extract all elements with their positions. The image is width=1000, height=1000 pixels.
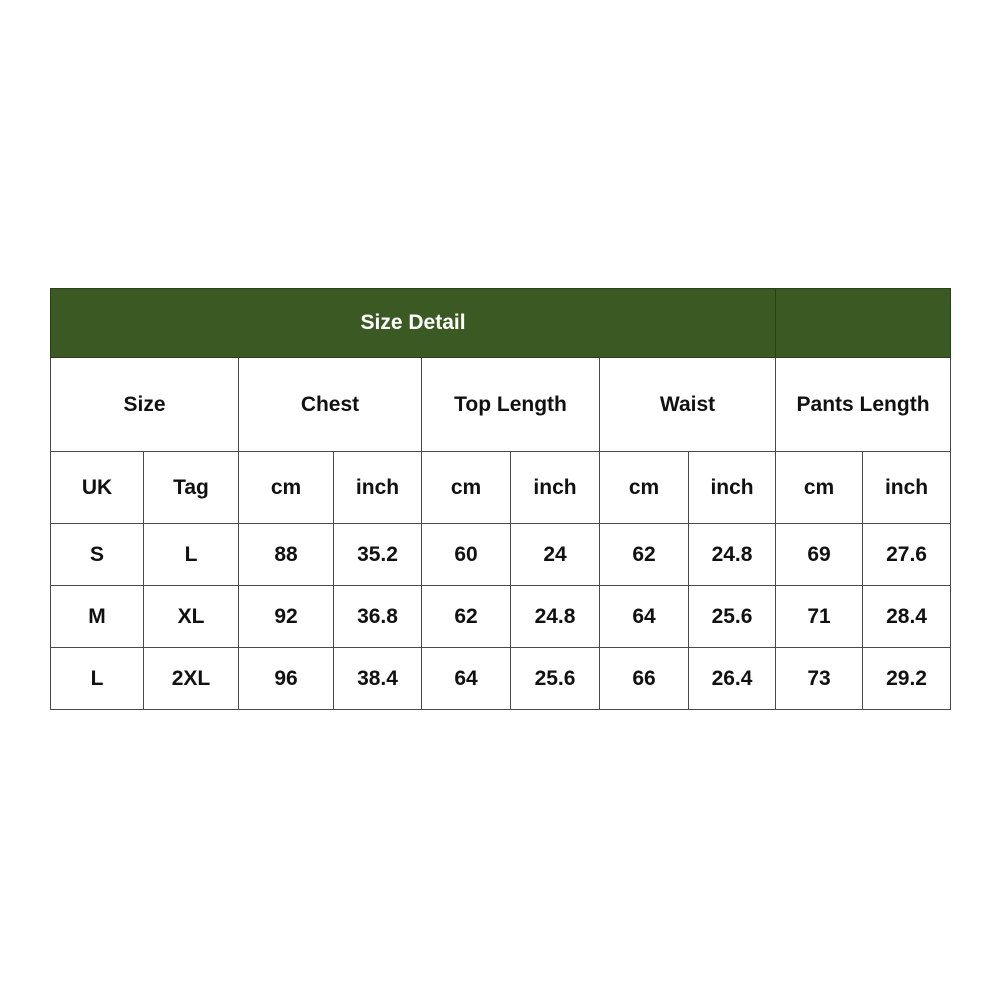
cell-top-length-cm: 64	[422, 648, 511, 710]
cell-waist-cm: 66	[600, 648, 689, 710]
group-header-size: Size	[51, 358, 239, 452]
subheader-chest-cm: cm	[239, 452, 334, 524]
subheader-waist-inch: inch	[689, 452, 776, 524]
group-header-top-length: Top Length	[422, 358, 600, 452]
cell-top-length-cm: 62	[422, 586, 511, 648]
group-header-chest: Chest	[239, 358, 422, 452]
cell-chest-cm: 88	[239, 524, 334, 586]
cell-chest-cm: 92	[239, 586, 334, 648]
cell-top-length-inch: 24	[511, 524, 600, 586]
table-title-row	[51, 289, 951, 358]
cell-uk: S	[51, 524, 144, 586]
table-title: Size Detail	[51, 289, 776, 358]
cell-chest-inch: 38.4	[334, 648, 422, 710]
title-spacer-cell	[776, 289, 951, 358]
cell-top-length-cm: 60	[422, 524, 511, 586]
cell-waist-inch: 25.6	[689, 586, 776, 648]
subheader-waist-cm: cm	[600, 452, 689, 524]
cell-top-length-inch: 24.8	[511, 586, 600, 648]
size-detail-table	[50, 288, 951, 710]
group-header-row	[51, 358, 951, 452]
cell-top-length-inch: 25.6	[511, 648, 600, 710]
cell-waist-inch: 26.4	[689, 648, 776, 710]
cell-uk: M	[51, 586, 144, 648]
cell-pants-length-inch: 27.6	[863, 524, 951, 586]
subheader-pants-length-inch: inch	[863, 452, 951, 524]
table-row	[51, 648, 951, 710]
cell-tag: L	[144, 524, 239, 586]
cell-waist-cm: 64	[600, 586, 689, 648]
subheader-top-length-cm: cm	[422, 452, 511, 524]
cell-tag: 2XL	[144, 648, 239, 710]
cell-pants-length-inch: 28.4	[863, 586, 951, 648]
cell-pants-length-cm: 69	[776, 524, 863, 586]
cell-chest-inch: 36.8	[334, 586, 422, 648]
cell-waist-cm: 62	[600, 524, 689, 586]
cell-pants-length-inch: 29.2	[863, 648, 951, 710]
subheader-tag: Tag	[144, 452, 239, 524]
subheader-top-length-inch: inch	[511, 452, 600, 524]
cell-uk: L	[51, 648, 144, 710]
subheader-pants-length-cm: cm	[776, 452, 863, 524]
subheader-uk: UK	[51, 452, 144, 524]
cell-waist-inch: 24.8	[689, 524, 776, 586]
cell-pants-length-cm: 71	[776, 586, 863, 648]
group-header-waist: Waist	[600, 358, 776, 452]
subheader-chest-inch: inch	[334, 452, 422, 524]
cell-tag: XL	[144, 586, 239, 648]
cell-chest-inch: 35.2	[334, 524, 422, 586]
cell-pants-length-cm: 73	[776, 648, 863, 710]
unit-header-row	[51, 452, 951, 524]
cell-chest-cm: 96	[239, 648, 334, 710]
group-header-pants-length: Pants Length	[776, 358, 951, 452]
table-row	[51, 524, 951, 586]
table-row	[51, 586, 951, 648]
